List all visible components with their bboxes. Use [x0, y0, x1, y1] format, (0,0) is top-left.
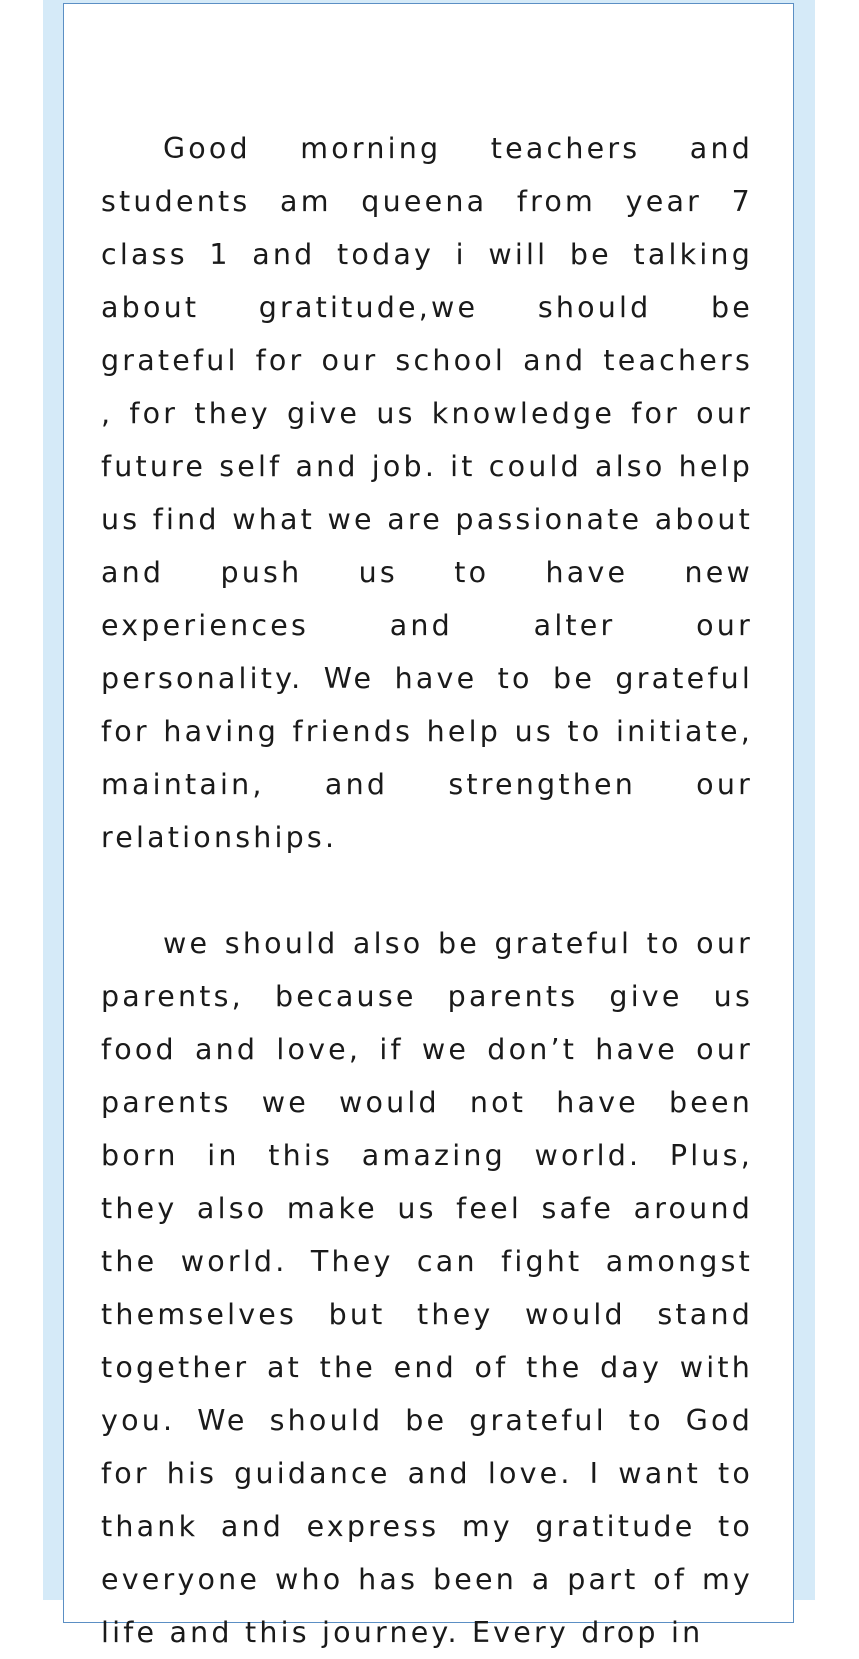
paragraph-2: we should also be grateful to our parents, because parents give us food and love, if we don’t have our parents we would not have been born in this amazing world. Plus, they also make us feel safe around the world. They can fight amongst themselves but they would stand together at the end of the day with you. We should be grateful to God for his guidance and love. I want to thank and express my gratitude to everyone who has been a part of my life and this journey. Every drop in [101, 927, 753, 1649]
document-body [101, 122, 753, 1659]
paragraph-1: Good morning teachers and students am queena from year 7 class 1 and today i will be talking about gratitude,we should be grateful for our school and teachers , for they give us knowledge for our future self and job. it could also help us find what we are passionate about and push us to have new experiences and alter our personality. We have to be grateful for having friends help us to initiate, maintain, and strengthen our relationships. [101, 132, 753, 854]
